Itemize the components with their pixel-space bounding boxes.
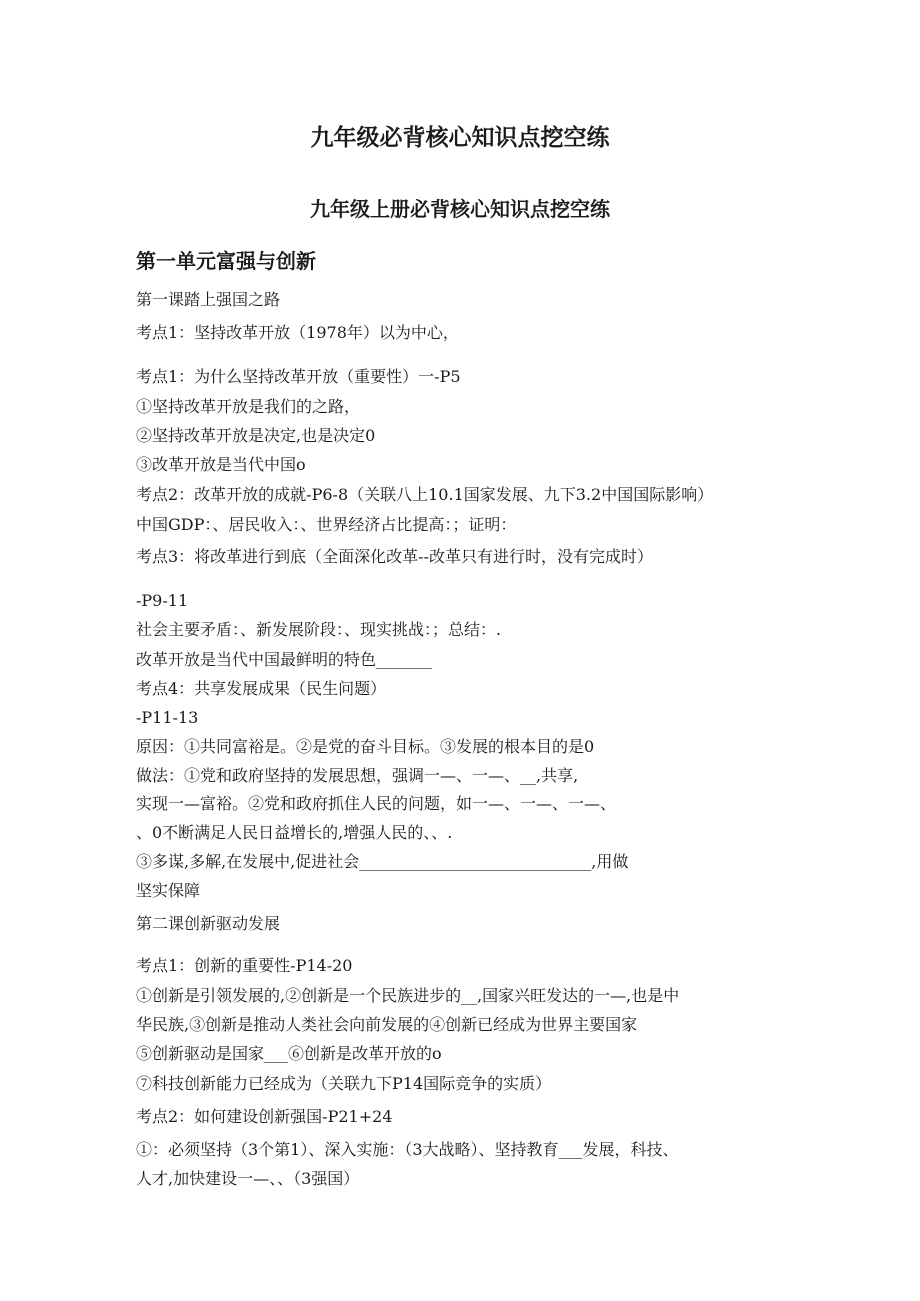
text-line: ⑤创新驱动是国家___⑥创新是改革开放的o [136, 1044, 442, 1063]
text-line: ③改革开放是当代中国o [136, 455, 306, 474]
text-line: 考点1：坚持改革开放（1978年）以为中心， [136, 323, 459, 342]
text-line: 考点2：如何建设创新强国-P21+24 [136, 1107, 393, 1126]
document-title: 九年级必背核心知识点挖空练 [310, 125, 610, 151]
text-line: 坚实保障 [136, 881, 201, 900]
text-line: 改革开放是当代中国最鲜明的特色_______ [136, 650, 433, 669]
text-line: -P11-13 [136, 708, 199, 727]
text-line: ②坚持改革开放是决定,也是决定0 [136, 426, 376, 445]
text-line: ⑦科技创新能力已经成为（关联九下P14国际竞争的实质） [136, 1074, 552, 1093]
text-line: 人才,加快建设一—、、（3强国） [136, 1169, 360, 1188]
text-line: 做法：①党和政府坚持的发展思想，强调一—、一—、__,共享, [136, 766, 579, 785]
text-line: 华民族,③创新是推动人类社会向前发展的④创新已经成为世界主要国家 [136, 1015, 638, 1034]
text-line: ①：必须坚持（3个第1）、深入实施：（3大战略）、坚持教育___发展，科技、 [136, 1140, 679, 1159]
text-line: 考点1：为什么坚持改革开放（重要性）一-P5 [136, 367, 461, 386]
text-line: 考点2：改革开放的成就-P6-8（关联八上10.1国家发展、九下3.2中国国际影响） [136, 485, 714, 504]
text-line: -P9-11 [136, 591, 189, 610]
text-line: 中国GDP：、居民收入：、世界经济占比提高：；证明： [136, 515, 517, 534]
text-line: 实现一—富裕。②党和政府抓住人民的问题，如一—、一—、一—、 [136, 794, 617, 813]
unit-heading: 第一单元富强与创新 [136, 249, 316, 273]
document-subtitle: 九年级上册必背核心知识点挖空练 [310, 197, 610, 221]
text-line: 、0不断满足人民日益增长的,增强人民的、、. [136, 823, 453, 842]
text-line: 考点1：创新的重要性-P14-20 [136, 956, 353, 975]
text-line: ③多谋,多解,在发展中,促进社会_____________________________,用做 [136, 852, 629, 871]
text-line: ①创新是引领发展的,②创新是一个民族进步的__,国家兴旺发达的一—,也是中 [136, 986, 680, 1005]
text-line: ①坚持改革开放是我们的之路， [136, 397, 361, 416]
text-line: 考点3：将改革进行到底（全面深化改革--改革只有进行时，没有完成时） [136, 547, 653, 566]
text-line: 原因：①共同富裕是。②是党的奋斗目标。③发展的根本目的是0 [136, 737, 595, 756]
lesson-heading: 第一课踏上强国之路 [136, 290, 281, 309]
lesson-heading: 第二课创新驱动发展 [136, 914, 281, 933]
text-line: 考点4：共享发展成果（民生问题） [136, 679, 387, 698]
text-line: 社会主要矛盾：、新发展阶段：、现实挑战：；总结：. [136, 620, 502, 639]
